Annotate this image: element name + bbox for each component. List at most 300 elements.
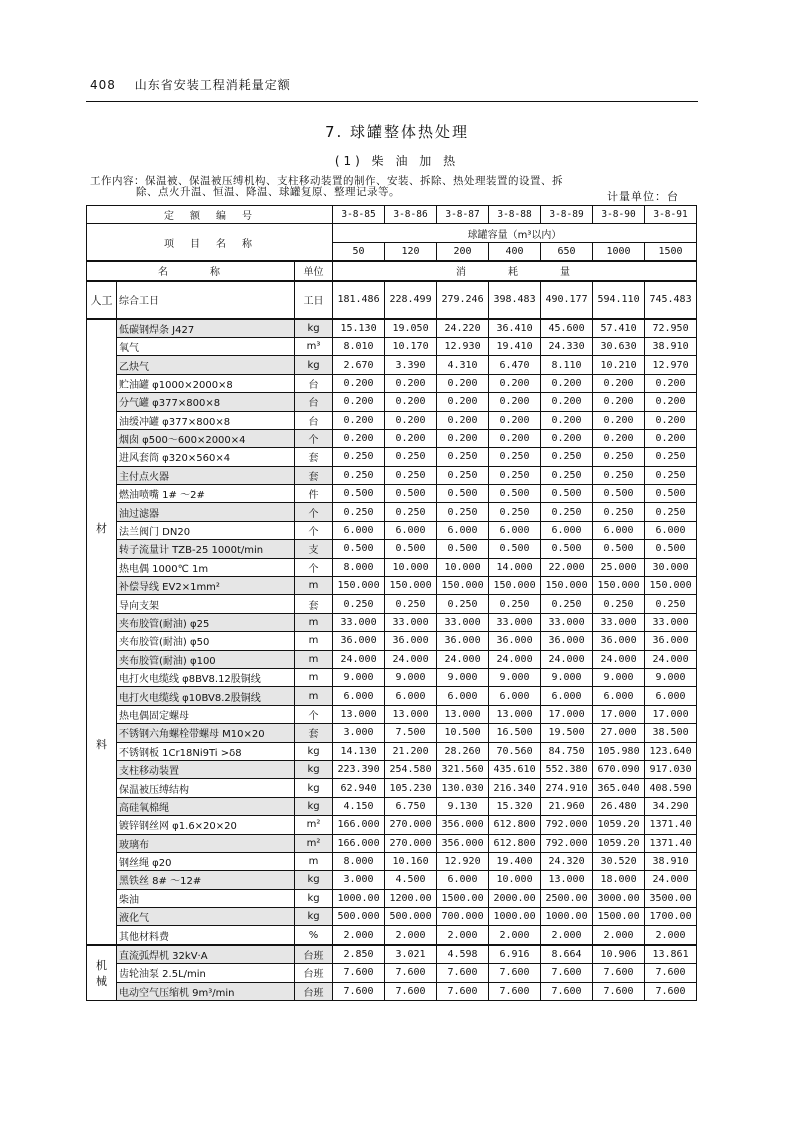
material-value: 6.000 — [437, 687, 489, 705]
material-value: 12.970 — [645, 356, 697, 374]
material-name: 低碳钢焊条 J427 — [117, 319, 295, 338]
material-name: 油缓冲罐 φ377×800×8 — [117, 411, 295, 429]
machine-row — [87, 964, 697, 982]
material-name: 镀锌钢丝网 φ1.6×20×20 — [117, 816, 295, 834]
material-value: 24.000 — [385, 650, 437, 668]
category-label: 料 — [96, 737, 107, 751]
material-value: 0.250 — [385, 466, 437, 484]
material-value: 0.200 — [645, 374, 697, 392]
material-value: 13.000 — [437, 705, 489, 723]
material-unit: m³ — [295, 337, 333, 355]
material-row — [87, 908, 697, 926]
material-row — [87, 466, 697, 484]
material-value: 1059.20 — [593, 834, 645, 852]
material-value: 0.250 — [593, 503, 645, 521]
labor-value: 279.246 — [437, 281, 489, 319]
material-unit: 支 — [295, 540, 333, 558]
material-value: 0.250 — [541, 466, 593, 484]
material-value: 435.610 — [489, 760, 541, 778]
material-name: 玻璃布 — [117, 834, 295, 852]
material-value: 8.000 — [333, 558, 385, 576]
machine-value: 6.916 — [489, 945, 541, 964]
material-unit: 台 — [295, 393, 333, 411]
material-value: 0.500 — [645, 540, 697, 558]
material-value: 6.000 — [593, 521, 645, 539]
labor-value: 594.110 — [593, 281, 645, 319]
material-name: 电打火电缆线 φ8BV8.12股铜线 — [117, 668, 295, 686]
material-row — [87, 337, 697, 355]
quota-code: 3-8-89 — [541, 206, 593, 224]
material-value: 33.000 — [593, 613, 645, 631]
quota-code: 3-8-85 — [333, 206, 385, 224]
material-row — [87, 319, 697, 338]
material-value: 0.500 — [333, 540, 385, 558]
material-value: 1700.00 — [645, 908, 697, 926]
material-value: 9.000 — [541, 668, 593, 686]
material-value: 700.000 — [437, 908, 489, 926]
material-value: 105.980 — [593, 742, 645, 760]
material-value: 2.000 — [437, 926, 489, 945]
material-value: 17.000 — [541, 705, 593, 723]
material-value: 2500.00 — [541, 889, 593, 907]
quota-code: 3-8-87 — [437, 206, 489, 224]
quota-code-row — [87, 206, 697, 224]
material-value: 0.500 — [385, 485, 437, 503]
material-value: 2.000 — [541, 926, 593, 945]
material-value: 0.250 — [489, 595, 541, 613]
material-value: 36.000 — [541, 632, 593, 650]
machine-value: 13.861 — [645, 945, 697, 964]
material-value: 19.410 — [489, 337, 541, 355]
material-value: 0.200 — [333, 411, 385, 429]
material-value: 34.290 — [645, 797, 697, 815]
material-value: 13.000 — [333, 705, 385, 723]
material-value: 9.000 — [385, 668, 437, 686]
machine-category — [87, 945, 117, 1001]
material-value: 0.200 — [437, 393, 489, 411]
material-value: 33.000 — [489, 613, 541, 631]
material-name: 液化气 — [117, 908, 295, 926]
material-value: 57.410 — [593, 319, 645, 338]
material-unit: kg — [295, 742, 333, 760]
material-value: 4.310 — [437, 356, 489, 374]
material-value: 6.750 — [385, 797, 437, 815]
material-unit: 个 — [295, 503, 333, 521]
material-value: 166.000 — [333, 834, 385, 852]
material-value: 38.910 — [645, 852, 697, 870]
material-value: 21.960 — [541, 797, 593, 815]
material-value: 13.000 — [489, 705, 541, 723]
material-value: 33.000 — [541, 613, 593, 631]
material-name: 高硅氧棉绳 — [117, 797, 295, 815]
machine-value: 10.906 — [593, 945, 645, 964]
material-value: 166.000 — [333, 816, 385, 834]
material-value: 0.500 — [489, 540, 541, 558]
material-value: 33.000 — [645, 613, 697, 631]
capacity-value: 1000 — [593, 242, 645, 261]
name-column-header: 名 称 — [87, 261, 295, 280]
material-value: 19.400 — [489, 852, 541, 870]
material-row — [87, 485, 697, 503]
material-row — [87, 503, 697, 521]
material-unit: 件 — [295, 485, 333, 503]
material-value: 408.590 — [645, 779, 697, 797]
material-value: 18.000 — [593, 871, 645, 889]
material-value: 8.000 — [333, 852, 385, 870]
material-row — [87, 687, 697, 705]
machine-row — [87, 982, 697, 1000]
material-value: 6.470 — [489, 356, 541, 374]
material-value: 1000.00 — [489, 908, 541, 926]
category-label: 机 械 — [96, 958, 107, 988]
material-value: 14.000 — [489, 558, 541, 576]
material-value: 500.000 — [385, 908, 437, 926]
machine-value: 3.021 — [385, 945, 437, 964]
material-value: 9.000 — [333, 668, 385, 686]
material-value: 552.380 — [541, 760, 593, 778]
material-value: 0.200 — [541, 429, 593, 447]
material-name: 乙炔气 — [117, 356, 295, 374]
material-value: 17.000 — [645, 705, 697, 723]
material-value: 0.200 — [593, 429, 645, 447]
material-value: 0.200 — [541, 393, 593, 411]
material-name: 保温被压缚结构 — [117, 779, 295, 797]
material-value: 6.000 — [645, 687, 697, 705]
material-unit: m — [295, 852, 333, 870]
material-unit: m — [295, 577, 333, 595]
material-unit: kg — [295, 797, 333, 815]
quota-code: 3-8-91 — [645, 206, 697, 224]
material-value: 0.250 — [489, 448, 541, 466]
material-name: 烟囱 φ500～600×2000×4 — [117, 429, 295, 447]
header-rule — [86, 101, 698, 102]
material-value: 9.000 — [593, 668, 645, 686]
material-unit: 台 — [295, 411, 333, 429]
capacity-label: 球罐容量（m³以内） — [333, 224, 697, 242]
material-value: 0.500 — [541, 485, 593, 503]
material-value: 10.170 — [385, 337, 437, 355]
material-value: 24.000 — [645, 650, 697, 668]
material-value: 27.000 — [593, 724, 645, 742]
material-value: 0.250 — [333, 503, 385, 521]
material-row — [87, 797, 697, 815]
material-value: 3.000 — [333, 871, 385, 889]
material-value: 0.250 — [593, 466, 645, 484]
material-value: 2.000 — [385, 926, 437, 945]
material-value: 0.500 — [541, 540, 593, 558]
machine-unit: 台班 — [295, 945, 333, 964]
machine-value: 7.600 — [385, 964, 437, 982]
material-value: 24.000 — [489, 650, 541, 668]
material-name: 热电偶固定螺母 — [117, 705, 295, 723]
material-row — [87, 613, 697, 631]
material-value: 6.000 — [593, 687, 645, 705]
book-title: 山东省安装工程消耗量定额 — [134, 78, 291, 92]
material-value: 12.930 — [437, 337, 489, 355]
consumption-header: 消 耗 量 — [333, 261, 697, 280]
material-value: 150.000 — [437, 577, 489, 595]
material-value: 0.500 — [333, 485, 385, 503]
material-value: 6.000 — [437, 871, 489, 889]
material-value: 0.250 — [333, 466, 385, 484]
material-unit: 套 — [295, 448, 333, 466]
material-row — [87, 558, 697, 576]
material-value: 321.560 — [437, 760, 489, 778]
material-value: 792.000 — [541, 834, 593, 852]
material-value: 365.040 — [593, 779, 645, 797]
material-value: 36.000 — [437, 632, 489, 650]
material-value: 19.050 — [385, 319, 437, 338]
material-value: 3500.00 — [645, 889, 697, 907]
material-value: 6.000 — [333, 521, 385, 539]
quota-code-label: 定 额 编 号 — [87, 206, 333, 224]
machine-name: 直流弧焊机 32kV·A — [117, 945, 295, 964]
material-value: 0.200 — [593, 393, 645, 411]
material-value: 0.250 — [541, 503, 593, 521]
material-row — [87, 650, 697, 668]
material-name: 黑铁丝 8# ～12# — [117, 871, 295, 889]
material-row — [87, 760, 697, 778]
capacity-value: 650 — [541, 242, 593, 261]
material-value: 0.250 — [437, 448, 489, 466]
material-value: 24.000 — [437, 650, 489, 668]
material-value: 30.000 — [645, 558, 697, 576]
material-value: 33.000 — [437, 613, 489, 631]
material-value: 150.000 — [385, 577, 437, 595]
material-value: 38.500 — [645, 724, 697, 742]
material-row — [87, 668, 697, 686]
material-value: 10.160 — [385, 852, 437, 870]
material-unit: kg — [295, 760, 333, 778]
work-content-line-1: 工作内容：保温被、保温被压缚机构、支柱移动装置的制作、安装、拆除、热处理装置的设置、拆 — [90, 175, 563, 187]
material-value: 130.030 — [437, 779, 489, 797]
material-row — [87, 577, 697, 595]
material-value: 14.130 — [333, 742, 385, 760]
material-unit: m — [295, 613, 333, 631]
material-value: 792.000 — [541, 816, 593, 834]
material-value: 13.000 — [385, 705, 437, 723]
material-value: 36.410 — [489, 319, 541, 338]
material-value: 3.000 — [333, 724, 385, 742]
material-value: 21.200 — [385, 742, 437, 760]
page-header — [90, 76, 291, 93]
material-value: 36.000 — [333, 632, 385, 650]
material-value: 70.560 — [489, 742, 541, 760]
material-value: 9.130 — [437, 797, 489, 815]
material-value: 6.000 — [385, 521, 437, 539]
material-row — [87, 448, 697, 466]
material-value: 3000.00 — [593, 889, 645, 907]
material-value: 22.000 — [541, 558, 593, 576]
quota-code: 3-8-90 — [593, 206, 645, 224]
material-value: 84.750 — [541, 742, 593, 760]
material-unit: m — [295, 650, 333, 668]
material-value: 4.500 — [385, 871, 437, 889]
material-value: 3.390 — [385, 356, 437, 374]
material-value: 0.200 — [593, 374, 645, 392]
material-name: 导向支架 — [117, 595, 295, 613]
material-value: 105.230 — [385, 779, 437, 797]
material-value: 2.000 — [593, 926, 645, 945]
material-value: 0.500 — [593, 540, 645, 558]
material-value: 15.130 — [333, 319, 385, 338]
material-row — [87, 889, 697, 907]
material-value: 24.330 — [541, 337, 593, 355]
machine-value: 7.600 — [593, 982, 645, 1000]
material-value: 0.250 — [385, 448, 437, 466]
machine-row — [87, 945, 697, 964]
capacity-value: 400 — [489, 242, 541, 261]
material-value: 150.000 — [541, 577, 593, 595]
material-value: 0.250 — [593, 448, 645, 466]
material-value: 28.260 — [437, 742, 489, 760]
material-value: 10.000 — [489, 871, 541, 889]
machine-value: 7.600 — [645, 964, 697, 982]
capacity-label-row — [87, 224, 697, 242]
material-value: 6.000 — [385, 687, 437, 705]
material-unit: 个 — [295, 429, 333, 447]
material-value: 9.000 — [645, 668, 697, 686]
material-value: 8.110 — [541, 356, 593, 374]
labor-value: 228.499 — [385, 281, 437, 319]
material-value: 1000.00 — [541, 908, 593, 926]
material-value: 2.000 — [645, 926, 697, 945]
labor-unit: 工日 — [295, 281, 333, 319]
material-value: 10.000 — [385, 558, 437, 576]
material-value: 0.500 — [489, 485, 541, 503]
material-row — [87, 926, 697, 945]
material-name: 燃油喷嘴 1# ～2# — [117, 485, 295, 503]
material-value: 9.000 — [437, 668, 489, 686]
material-name: 支柱移动装置 — [117, 760, 295, 778]
material-unit: % — [295, 926, 333, 945]
material-value: 150.000 — [489, 577, 541, 595]
quota-code: 3-8-88 — [489, 206, 541, 224]
material-value: 2.670 — [333, 356, 385, 374]
material-value: 38.910 — [645, 337, 697, 355]
material-value: 13.000 — [541, 871, 593, 889]
material-value: 0.200 — [437, 374, 489, 392]
material-name: 钢丝绳 φ20 — [117, 852, 295, 870]
labor-row — [87, 281, 697, 319]
material-value: 45.600 — [541, 319, 593, 338]
material-unit: 台 — [295, 374, 333, 392]
work-content-line-2: 除、点火升温、恒温、降温、球罐复原、整理记录等。 — [136, 186, 400, 198]
material-row — [87, 374, 697, 392]
material-value: 17.000 — [593, 705, 645, 723]
material-value: 6.000 — [489, 521, 541, 539]
material-value: 612.800 — [489, 816, 541, 834]
material-value: 0.200 — [333, 429, 385, 447]
material-value: 24.000 — [593, 650, 645, 668]
material-row — [87, 705, 697, 723]
capacity-value: 50 — [333, 242, 385, 261]
machine-value: 7.600 — [437, 964, 489, 982]
material-value: 0.200 — [385, 411, 437, 429]
material-name: 主付点火器 — [117, 466, 295, 484]
machine-value: 7.600 — [541, 964, 593, 982]
material-name: 柴油 — [117, 889, 295, 907]
material-name: 不锈钢六角螺栓带螺母 M10×20 — [117, 724, 295, 742]
material-value: 216.340 — [489, 779, 541, 797]
material-value: 12.920 — [437, 852, 489, 870]
material-value: 0.500 — [437, 540, 489, 558]
material-value: 24.220 — [437, 319, 489, 338]
material-value: 30.520 — [593, 852, 645, 870]
material-value: 356.000 — [437, 834, 489, 852]
unit-column-header: 单位 — [295, 261, 333, 280]
material-value: 0.500 — [593, 485, 645, 503]
material-value: 6.000 — [437, 521, 489, 539]
material-value: 0.250 — [645, 595, 697, 613]
material-value: 62.940 — [333, 779, 385, 797]
material-value: 0.250 — [489, 503, 541, 521]
material-value: 0.200 — [593, 411, 645, 429]
material-value: 917.030 — [645, 760, 697, 778]
material-value: 4.150 — [333, 797, 385, 815]
material-unit: 套 — [295, 724, 333, 742]
material-value: 0.200 — [541, 374, 593, 392]
material-unit: kg — [295, 908, 333, 926]
material-value: 270.000 — [385, 834, 437, 852]
material-value: 0.200 — [645, 393, 697, 411]
material-value: 0.250 — [541, 448, 593, 466]
material-value: 6.000 — [645, 521, 697, 539]
material-name: 夹布胶管(耐油) φ50 — [117, 632, 295, 650]
material-value: 150.000 — [593, 577, 645, 595]
material-name: 热电偶 1000℃ 1m — [117, 558, 295, 576]
material-value: 15.320 — [489, 797, 541, 815]
material-unit: m — [295, 668, 333, 686]
machine-value: 7.600 — [437, 982, 489, 1000]
machine-value: 2.850 — [333, 945, 385, 964]
material-name: 法兰阀门 DN20 — [117, 521, 295, 539]
material-value: 6.000 — [541, 687, 593, 705]
material-value: 16.500 — [489, 724, 541, 742]
material-unit: 个 — [295, 558, 333, 576]
material-unit: m² — [295, 816, 333, 834]
material-value: 0.200 — [333, 393, 385, 411]
material-name: 进风套筒 φ320×560×4 — [117, 448, 295, 466]
material-value: 33.000 — [385, 613, 437, 631]
material-row — [87, 540, 697, 558]
material-value: 24.000 — [333, 650, 385, 668]
machine-unit: 台班 — [295, 982, 333, 1000]
machine-value: 7.600 — [333, 964, 385, 982]
material-row — [87, 852, 697, 870]
material-value: 33.000 — [333, 613, 385, 631]
material-value: 0.200 — [489, 411, 541, 429]
material-name: 分气罐 φ377×800×8 — [117, 393, 295, 411]
material-value: 1200.00 — [385, 889, 437, 907]
material-value: 0.250 — [437, 595, 489, 613]
material-value: 9.000 — [489, 668, 541, 686]
material-unit: 个 — [295, 521, 333, 539]
material-unit: kg — [295, 356, 333, 374]
material-value: 6.000 — [333, 687, 385, 705]
machine-unit: 台班 — [295, 964, 333, 982]
item-name-label: 项 目 名 称 — [87, 224, 333, 261]
material-value: 0.500 — [437, 485, 489, 503]
material-value: 24.320 — [541, 852, 593, 870]
material-value: 6.000 — [489, 687, 541, 705]
material-value: 500.000 — [333, 908, 385, 926]
material-value: 0.500 — [385, 540, 437, 558]
material-value: 25.000 — [593, 558, 645, 576]
machine-value: 4.598 — [437, 945, 489, 964]
material-value: 19.500 — [541, 724, 593, 742]
material-row — [87, 521, 697, 539]
